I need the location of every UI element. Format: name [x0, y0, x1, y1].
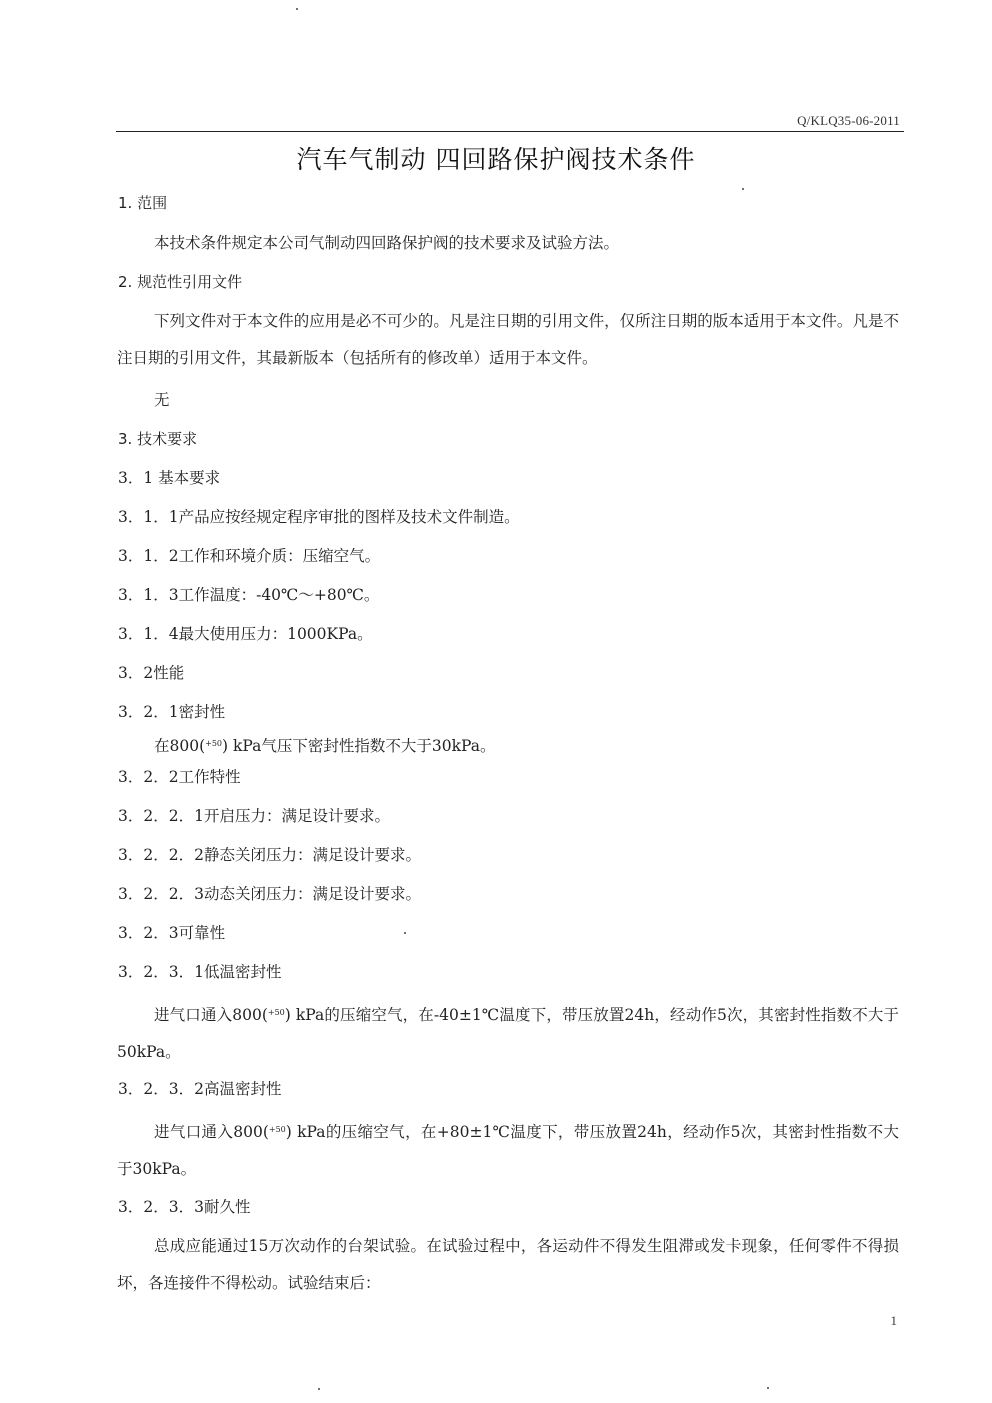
- scan-speck: [296, 8, 298, 10]
- page-number: 1: [890, 1313, 897, 1328]
- durability-paragraph: 总成应能通过15万次动作的台架试验。在试验过程中，各运动件不得发生阻滞或发卡现象，任何零件不得损坏，各连接件不得松动。试验结束后：: [117, 1237, 899, 1292]
- scan-speck: [318, 1388, 320, 1390]
- clause-3-2-3: 3．2．3可靠性: [118, 924, 226, 942]
- section-heading-references: 2. 规范性引用文件: [118, 273, 243, 291]
- page-title: 汽车气制动 四回路保护阀技术条件: [296, 145, 696, 174]
- references-paragraph: 下列文件对于本文件的应用是必不可少的。凡是注日期的引用文件，仅所注日期的版本适用于本文件。凡是不注日期的引用文件，其最新版本（包括所有的修改单）适用于本文件。: [117, 312, 899, 367]
- scan-speck: [742, 188, 744, 190]
- clause-3-1-1: 3．1．1产品应按经规定程序审批的图样及技术文件制造。: [118, 508, 520, 526]
- sealing-requirement-text: [154, 734, 495, 756]
- clause-3-1-3: 3．1．3工作温度：-40℃～+80℃。: [118, 586, 380, 604]
- sealing-text-end: ) kPa气压下密封性指数不大于30kPa。: [222, 737, 496, 755]
- header-rule: [116, 131, 904, 132]
- scan-speck: [404, 932, 406, 934]
- scan-speck: [767, 1387, 769, 1389]
- scope-paragraph: 本技术条件规定本公司气制动四回路保护阀的技术要求及试验方法。: [154, 234, 620, 252]
- low-temp-text-start: 进气口通入800(: [154, 1006, 268, 1024]
- document-code: Q/KLQ35-06-2011: [797, 113, 900, 128]
- clause-3-2-3-2: 3．2．3．2高温密封性: [118, 1080, 282, 1098]
- references-none: 无: [154, 391, 170, 409]
- clause-3-2-2-3: 3．2．2．3动态关闭压力：满足设计要求。: [118, 885, 421, 903]
- clause-3-2-2-2: 3．2．2．2静态关闭压力：满足设计要求。: [118, 846, 421, 864]
- pressure-tolerance: +50: [268, 1125, 286, 1134]
- high-temperature-sealing-paragraph: [117, 1111, 899, 1188]
- section-heading-technical-requirements: 3. 技术要求: [118, 430, 198, 448]
- pressure-tolerance: +50: [267, 1008, 285, 1017]
- high-temp-text-start: 进气口通入800(: [154, 1123, 269, 1141]
- low-temp-text-end: ) kPa的压缩空气，在-40±1℃温度下，带压放置24h，经动作5次，其密封性指数不大于50kPa。: [117, 1006, 899, 1061]
- clause-3-2-2-1: 3．2．2．1开启压力：满足设计要求。: [118, 807, 390, 825]
- clause-3-2-3-3: 3．2．3．3耐久性: [118, 1198, 251, 1216]
- clause-3-2-1: 3．2．1密封性: [118, 703, 226, 721]
- clause-3-2-2: 3．2．2工作特性: [118, 768, 241, 786]
- clause-3-2-3-1: 3．2．3．1低温密封性: [118, 963, 282, 981]
- pressure-tolerance: +50: [205, 739, 223, 748]
- low-temperature-sealing-paragraph: [117, 994, 899, 1071]
- clause-3-1-2: 3．1．2工作和环境介质：压缩空气。: [118, 547, 381, 565]
- clause-3-2: 3．2性能: [118, 664, 185, 682]
- clause-3-1-4: 3．1．4最大使用压力：1000KPa。: [118, 625, 373, 643]
- high-temp-text-end: ) kPa的压缩空气，在+80±1℃温度下，带压放置24h，经动作5次，其密封性指数不大于30kPa。: [117, 1123, 899, 1178]
- clause-3-1: 3．1 基本要求: [118, 469, 221, 487]
- section-heading-scope: 1. 范围: [118, 194, 168, 212]
- sealing-text-start: 在800(: [154, 737, 206, 755]
